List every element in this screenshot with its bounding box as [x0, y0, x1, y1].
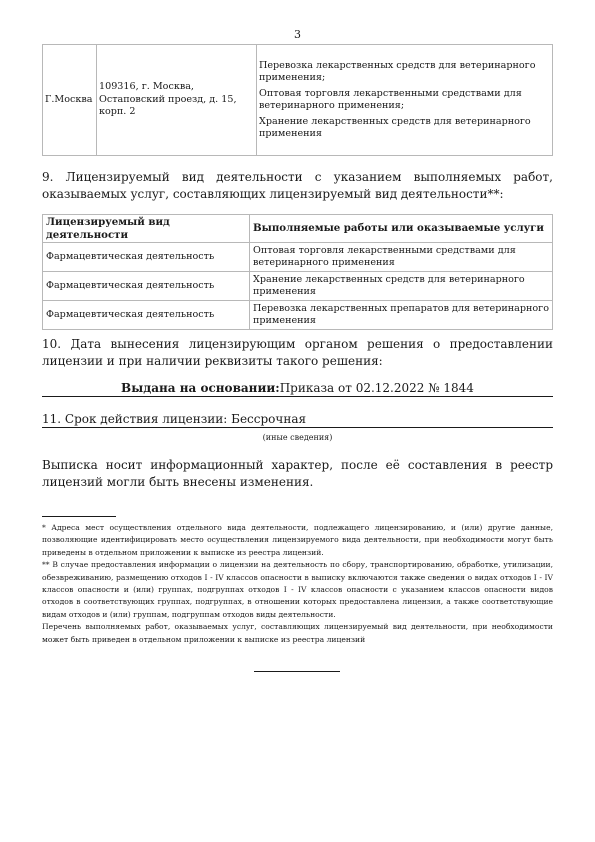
activity-item: Перевозка лекарственных средств для ветеринарного применения;: [259, 59, 536, 83]
end-separator: [254, 671, 340, 672]
region-cell: Г.Москва: [43, 45, 97, 156]
issued-basis-label: Выдана на основании:: [121, 381, 280, 395]
activity-item: Оптовая торговля лекарственными средствами для ветеринарного применения;: [259, 87, 522, 111]
table-cell: Фармацевтическая деятельность: [43, 301, 250, 330]
issued-basis-value: Приказа от 02.12.2022 № 1844: [279, 381, 474, 395]
footnote: * Адреса мест осуществления отдельного вида деятельности, подлежащего лицензированию, и (или) другие данные, позволяющие идентифицировать место осуществления лицензируемого вида деятельности, при необходимости могут быть приведены в отдельном приложении к выписке из реестра лицензий.: [42, 523, 553, 557]
table-row: [43, 243, 553, 272]
table-cell: Перевозка лекарственных препаратов для ветеринарного применения: [250, 301, 553, 330]
table-cell: Фармацевтическая деятельность: [43, 272, 250, 301]
extract-notice: Выписка носит информационный характер, после её составления в реестр лицензий могли быть внесены изменения.: [42, 458, 553, 489]
table-row: [43, 45, 553, 156]
table-cell: Хранение лекарственных средств для ветеринарного применения: [250, 272, 553, 301]
footnote-separator: [42, 516, 116, 517]
footnote: ** В случае предоставления информации о лицензии на деятельность по сбору, транспортированию, обработке, утилизации, обезвреживанию, размещению отходов I - IV классов опасности в выписку включаются также сведения о видах отходов I - IV классов опасности и (или) группах, подгруппах отходов I - IV классов опасности с указанием классов опасности видов отходов в соответствующих группах, подгруппах, в отношении которых предоставлена лицензия, а также соответствующие видам отходов и (или) группам, подгруппам отходов виды деятельности.: [42, 560, 553, 619]
activity-item: Хранение лекарственных средств для ветеринарного применения: [259, 115, 531, 139]
issued-basis-line: [42, 381, 553, 397]
table-cell: Фармацевтическая деятельность: [43, 243, 250, 272]
footnote: Перечень выполняемых работ, оказываемых услуг, составляющих лицензируемый вид деятельности, при необходимости может быть приведен в отдельном приложении к выписке из реестра лицензий: [42, 622, 553, 644]
table-row: [43, 301, 553, 330]
activities-cell: [257, 45, 553, 156]
address-cell: 109316, г. Москва, Остаповский проезд, д. 15, корп. 2: [97, 45, 257, 156]
column-header: Лицензируемый вид деятельности: [43, 215, 250, 243]
works-table: [42, 214, 553, 330]
section-11-note: (иные сведения): [262, 433, 333, 442]
section-9-heading: 9. Лицензируемый вид деятельности с указанием выполняемых работ, оказываемых услуг, составляющих лицензируемый вид деятельности**:: [42, 170, 553, 201]
address-table: [42, 44, 553, 156]
footnotes: [42, 522, 553, 646]
table-cell: Оптовая торговля лекарственными средствами для ветеринарного применения: [250, 243, 553, 272]
table-row: [43, 272, 553, 301]
column-header: Выполняемые работы или оказываемые услуги: [250, 215, 553, 243]
section-10-heading: 10. Дата вынесения лицензирующим органом решения о предоставлении лицензии и при наличии реквизиты такого решения:: [42, 337, 553, 368]
section-11-validity: 11. Срок действия лицензии: Бессрочная: [42, 412, 553, 428]
table-header-row: [43, 215, 553, 243]
page-number: 3: [294, 28, 301, 41]
